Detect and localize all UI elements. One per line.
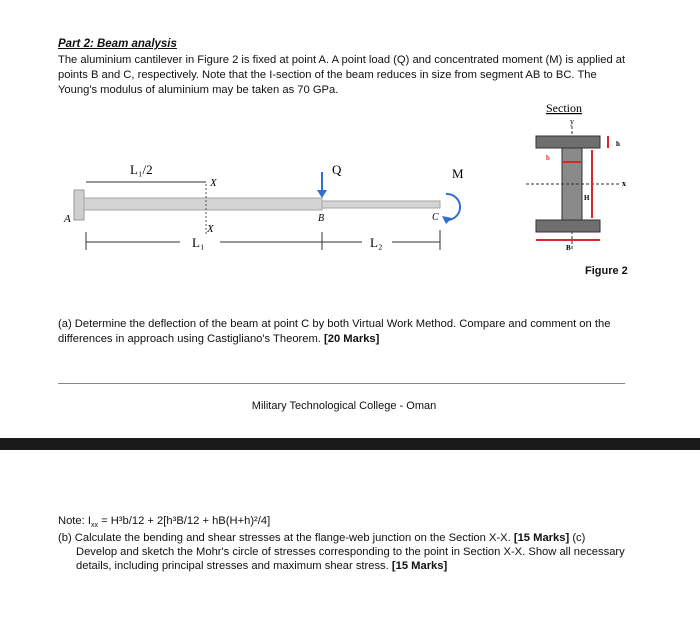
question-c-body xyxy=(58,545,658,573)
fixed-support xyxy=(74,190,84,220)
H-label: H xyxy=(584,194,590,202)
point-c-label: C xyxy=(432,212,439,223)
section-figure xyxy=(520,100,640,260)
question-a-marks: [20 Marks] xyxy=(324,333,380,345)
h-label: h xyxy=(616,140,620,148)
point-load-arrowhead xyxy=(317,190,327,198)
moment-arc xyxy=(446,194,460,220)
beam-segment-ab xyxy=(84,198,322,210)
section-x-bottom-label: X xyxy=(207,223,214,235)
question-c-marks: [15 Marks] xyxy=(391,560,448,572)
point-load-label: Q xyxy=(332,162,342,177)
span-1-label: L₁ xyxy=(192,235,205,250)
support-label: A xyxy=(64,213,71,225)
section-x-top-label: X xyxy=(210,177,217,189)
footer xyxy=(0,400,700,412)
top-flange xyxy=(536,136,600,148)
footer-rule xyxy=(58,383,625,384)
note-prefix: Note: I xyxy=(58,515,91,527)
footer-text: Military Technological College - Oman xyxy=(251,400,437,412)
b-label: b xyxy=(546,154,550,162)
span-2-label: L₂ xyxy=(370,235,383,250)
half-span-label: L₁/2 xyxy=(130,162,153,177)
beam-segment-bc xyxy=(322,201,440,208)
section-y-axis-label: y xyxy=(570,117,574,126)
beam-figure xyxy=(60,150,480,270)
bottom-flange xyxy=(536,220,600,232)
question-a-text: (a) Determine the deflection of the beam at point C by both Virtual Work Method. Compare and comment on the differences in approach using Castigliano's Theorem. xyxy=(58,318,611,345)
question-b-text: (b) Calculate the bending and shear stresses at the flange-web junction on the Section X-X. xyxy=(58,532,511,544)
question-a xyxy=(58,317,618,347)
question-b-marks: [15 Marks] xyxy=(513,532,570,544)
intro-paragraph: The aluminium cantilever in Figure 2 is fixed at point A. A point load (Q) and concentrated moment (M) is applied at points B and C, respectively. Note that the I-section of the beam reduces in size from segment AB to BC. The Young's modulus of aluminium may be taken as 70 GPa. xyxy=(58,54,626,96)
point-b-label: B xyxy=(318,213,325,224)
moment-label: M xyxy=(452,166,464,181)
section-title: Section xyxy=(546,101,582,115)
note-subscript: xx xyxy=(90,522,98,530)
B-label: B xyxy=(566,244,571,252)
section-x-axis-label: x xyxy=(622,179,626,188)
page-divider xyxy=(0,438,700,450)
question-c-prefix: (c) xyxy=(572,532,586,544)
question-c-text: Develop and sketch the Mohr's circle of stresses corresponding to the point in Section X-X. Show all necessary details, including principal stresses and maximum shear stress. xyxy=(76,546,625,572)
figure-caption: Figure 2 xyxy=(585,265,628,277)
note-formula: = H³b/12 + 2[h³B/12 + hB(H+h)²/4] xyxy=(97,515,271,527)
part-heading: Part 2: Beam analysis xyxy=(58,38,177,50)
question-b xyxy=(58,531,658,573)
